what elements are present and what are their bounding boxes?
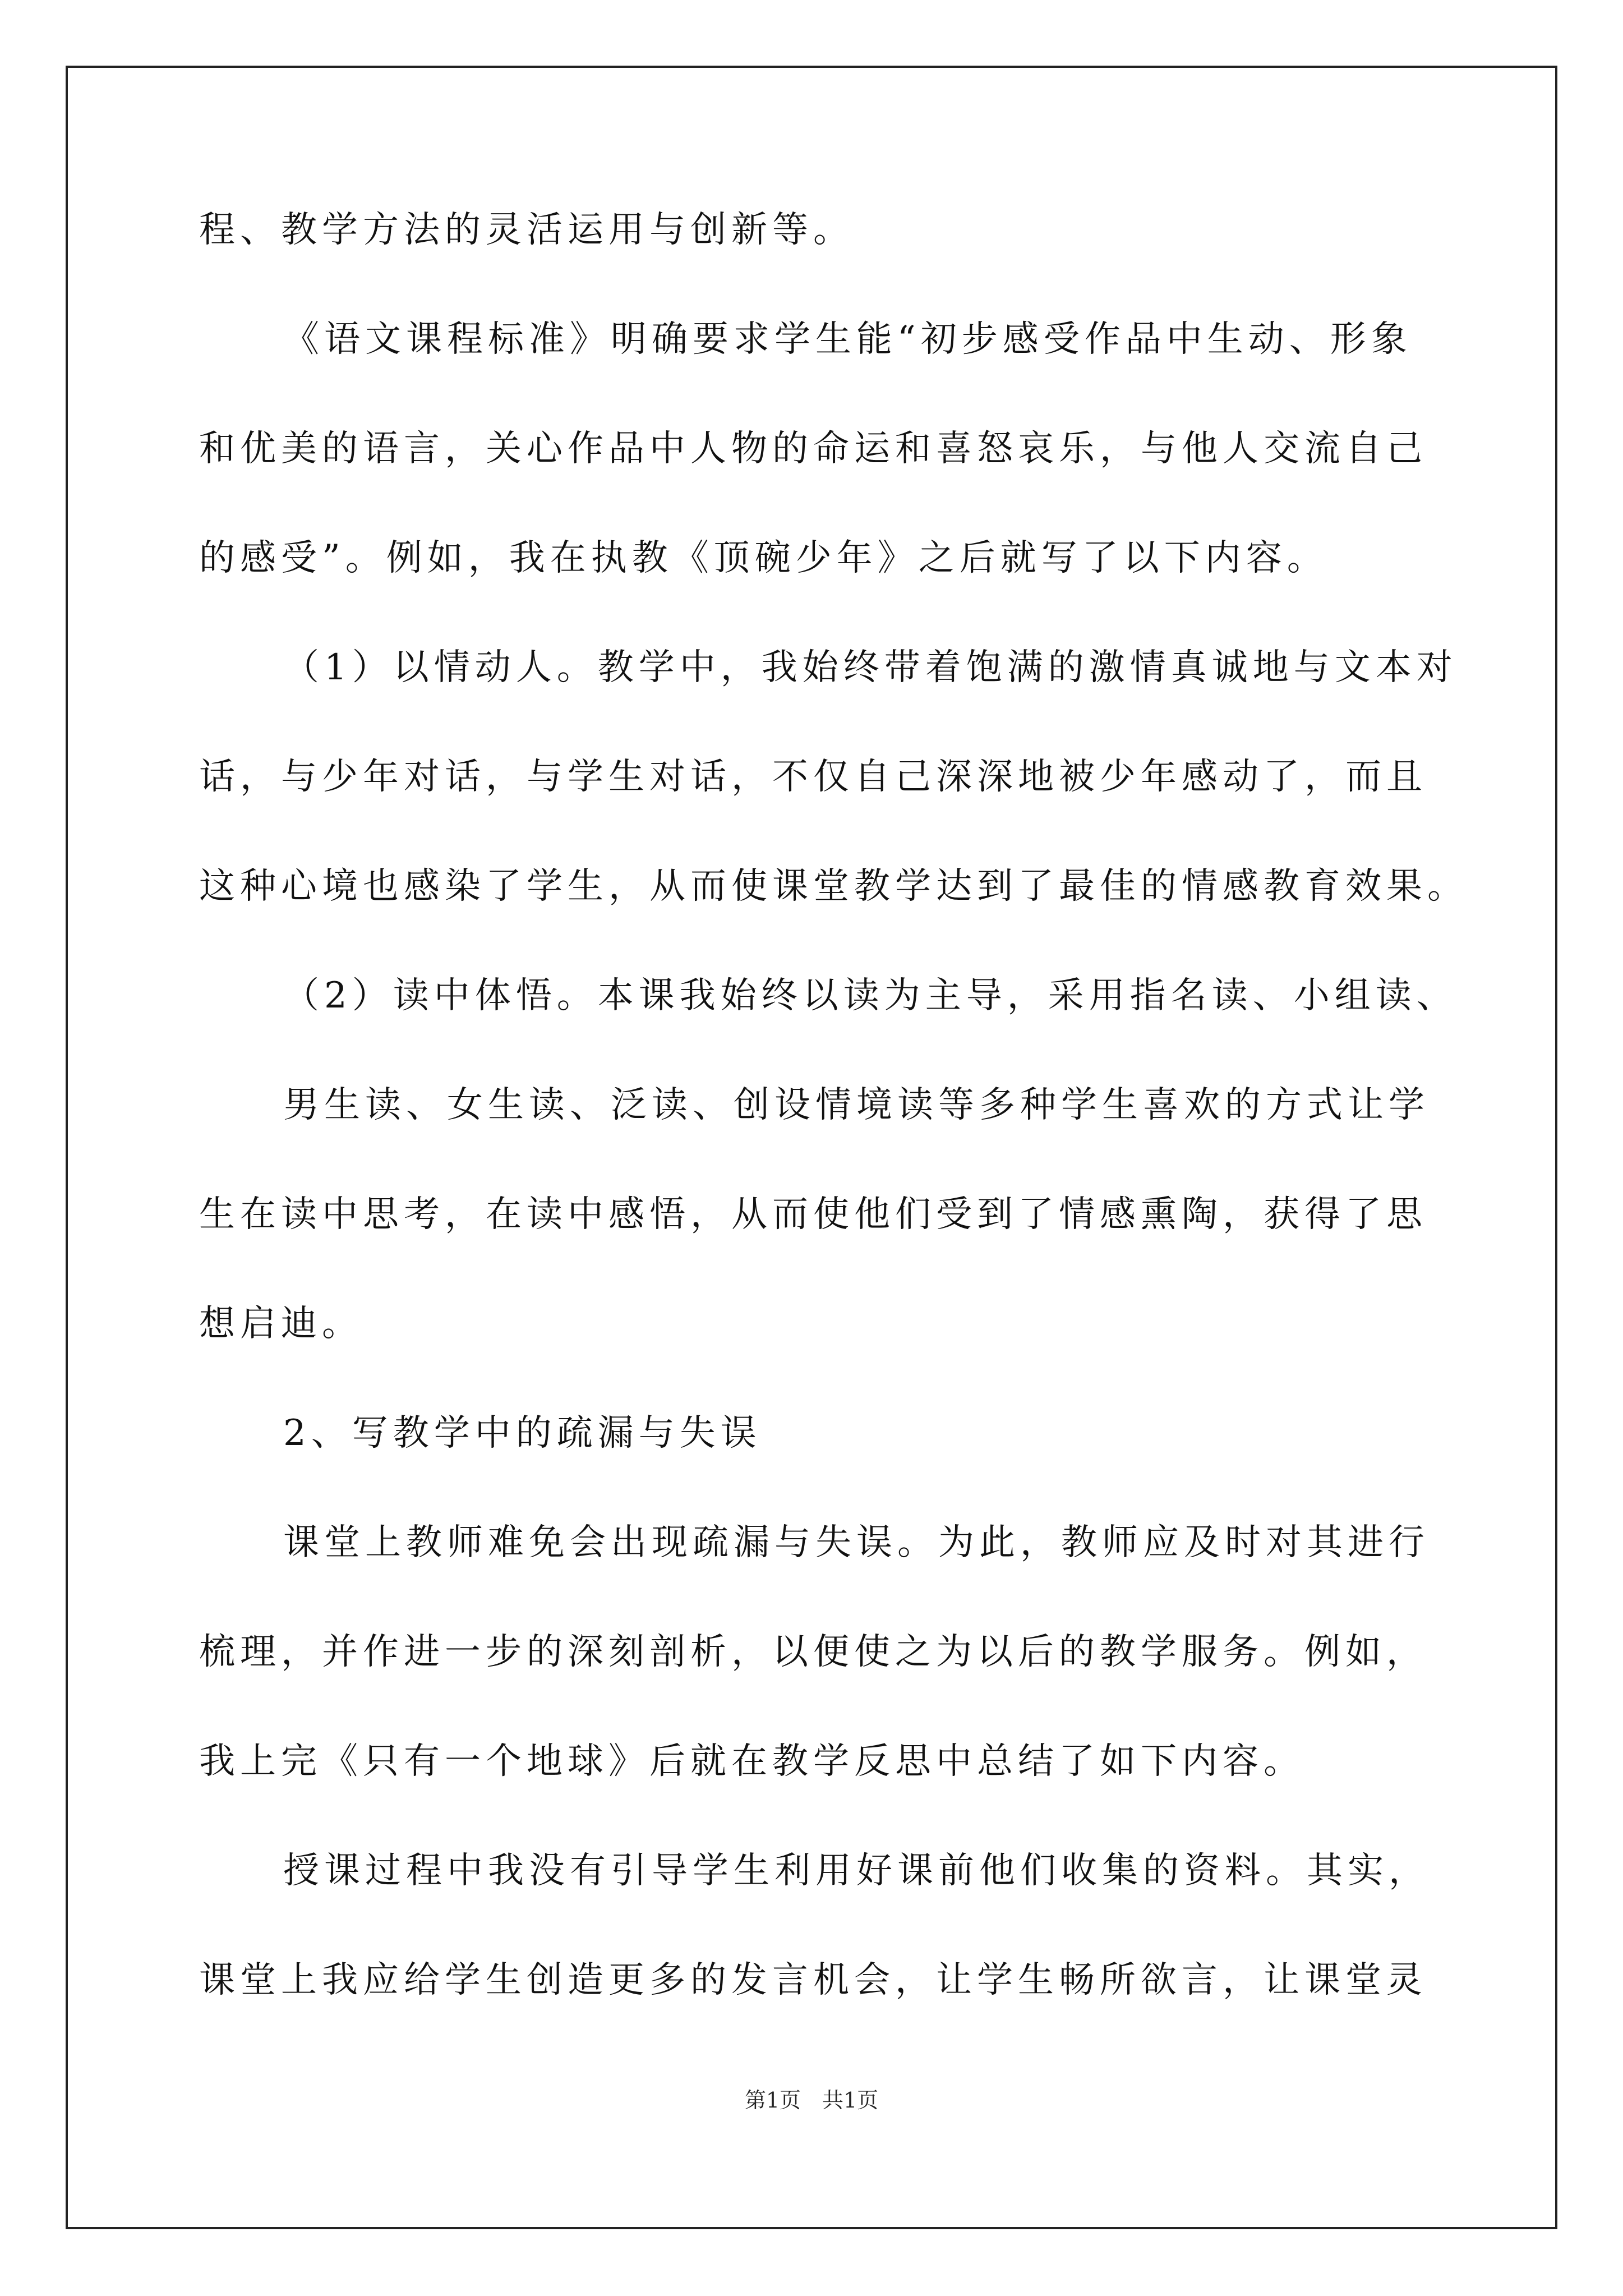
text-line: 课堂上教师难免会出现疏漏与失误。为此，教师应及时对其进行 (283, 1522, 1430, 1563)
text-line: 我上完《只有一个地球》后就在教学反思中总结了如下内容。 (199, 1741, 1304, 1782)
text-line: 想启迪。 (199, 1303, 363, 1345)
text-line: 这种心境也感染了学生，从而使课堂教学达到了最佳的情感教育效果。 (199, 866, 1468, 907)
text-line: 和优美的语言，关心作品中人物的命运和喜怒哀乐，与他人交流自己 (199, 428, 1427, 470)
text-line: 的感受”。例如，我在执教《顶碗少年》之后就写了以下内容。 (199, 537, 1328, 579)
text-line: 授课过程中我没有引导学生利用好课前他们收集的资料。其实， (283, 1850, 1430, 1892)
section-heading: 2、写教学中的疏漏与失误 (283, 1412, 762, 1454)
text-line: （2）读中体悟。本课我始终以读为主导，采用指名读、小组读、 (283, 975, 1458, 1016)
text-line: 课堂上我应给学生创造更多的发言机会，让学生畅所欲言，让课堂灵 (199, 1959, 1427, 2001)
text-line: （1）以情动人。教学中，我始终带着饱满的激情真诚地与文本对 (283, 647, 1458, 688)
page-number-footer: 第1页 共1页 (744, 2088, 879, 2113)
text-line: 话，与少年对话，与学生对话，不仅自己深深地被少年感动了，而且 (199, 756, 1427, 798)
page-border (66, 66, 1557, 2229)
text-line: 梳理，并作进一步的深刻剖析，以便使之为以后的教学服务。例如， (199, 1631, 1427, 1673)
text-line: 《语文课程标准》明确要求学生能“初步感受作品中生动、形象 (283, 319, 1412, 360)
text-line: 程、教学方法的灵活运用与创新等。 (199, 209, 854, 251)
text-line: 生在读中思考，在读中感悟，从而使他们受到了情感熏陶，获得了思 (199, 1194, 1427, 1235)
text-line: 男生读、女生读、泛读、创设情境读等多种学生喜欢的方式让学 (283, 1084, 1430, 1126)
